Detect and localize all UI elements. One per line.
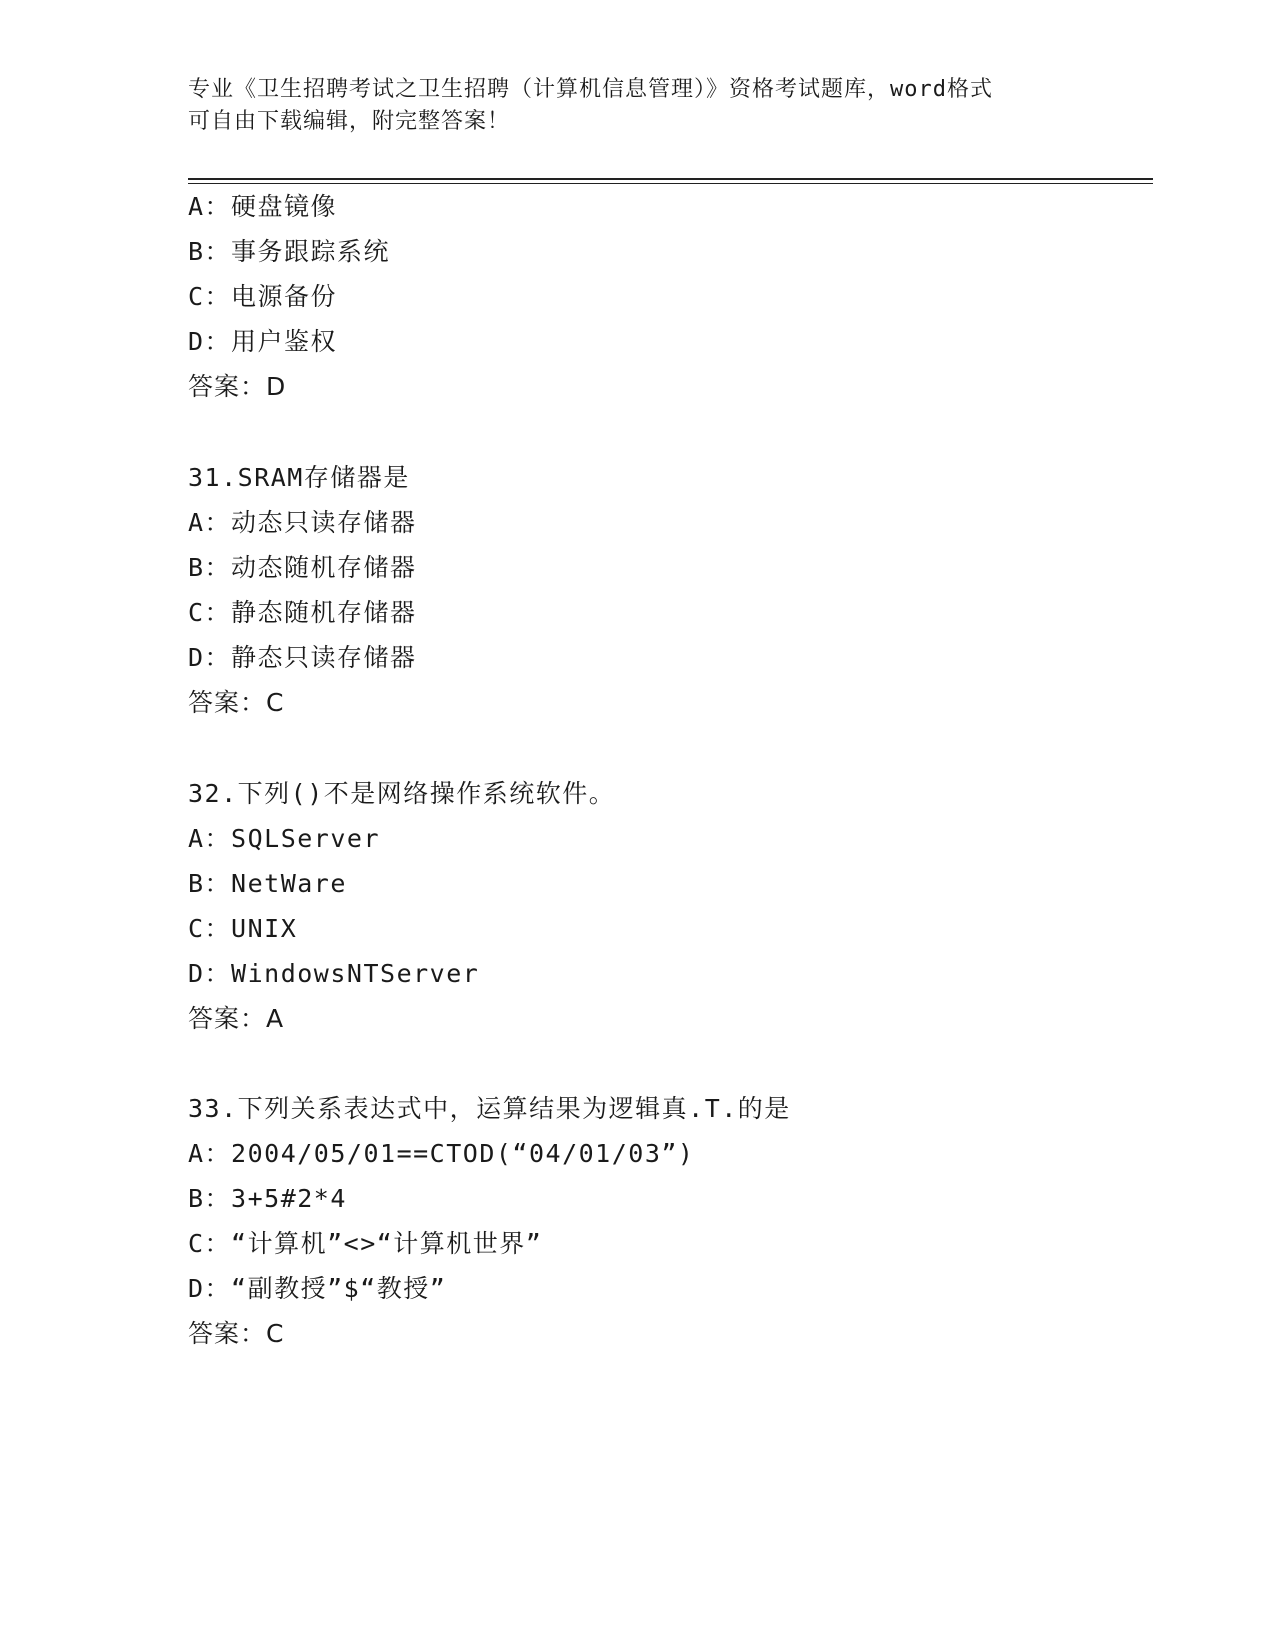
q30-answer: 答案：D <box>188 372 287 401</box>
q32-option-c: C：UNIX <box>188 914 298 943</box>
q31-question: 31.SRAM存储器是 <box>188 463 410 492</box>
document-header <box>188 74 1068 138</box>
q33-option-c: C：“计算机”<>“计算机世界” <box>188 1229 543 1258</box>
header-divider-thin <box>188 183 1153 184</box>
q31-answer: 答案：C <box>188 688 285 717</box>
q30-option-d: D：用户鉴权 <box>188 327 338 356</box>
q30-option-c: C：电源备份 <box>188 282 338 311</box>
q33-option-d: D：“副教授”$“教授” <box>188 1274 447 1303</box>
q33-answer: 答案：C <box>188 1319 285 1348</box>
q31-option-d: D：静态只读存储器 <box>188 643 417 672</box>
q33-option-b: B：3+5#2*4 <box>188 1184 347 1213</box>
q31-option-b: B：动态随机存储器 <box>188 553 417 582</box>
q33-question: 33.下列关系表达式中，运算结果为逻辑真.T.的是 <box>188 1094 791 1123</box>
q32-answer: 答案：A <box>188 1004 285 1033</box>
q31-option-c: C：静态随机存储器 <box>188 598 417 627</box>
q30-option-a: A：硬盘镜像 <box>188 192 338 221</box>
header-line-2: 可自由下载编辑，附完整答案！ <box>188 109 511 134</box>
q32-option-a: A：SQLServer <box>188 824 381 853</box>
q32-option-d: D：WindowsNTServer <box>188 959 480 988</box>
header-divider-thick <box>188 178 1153 180</box>
q32-option-b: B：NetWare <box>188 869 347 898</box>
q33-option-a: A：2004/05/01==CTOD(“04/01/03”) <box>188 1139 695 1168</box>
q30-option-b: B：事务跟踪系统 <box>188 237 391 266</box>
q32-question: 32.下列()不是网络操作系统软件。 <box>188 779 616 808</box>
q31-option-a: A：动态只读存储器 <box>188 508 417 537</box>
header-line-1: 专业《卫生招聘考试之卫生招聘（计算机信息管理）》资格考试题库，word格式 <box>188 77 993 102</box>
